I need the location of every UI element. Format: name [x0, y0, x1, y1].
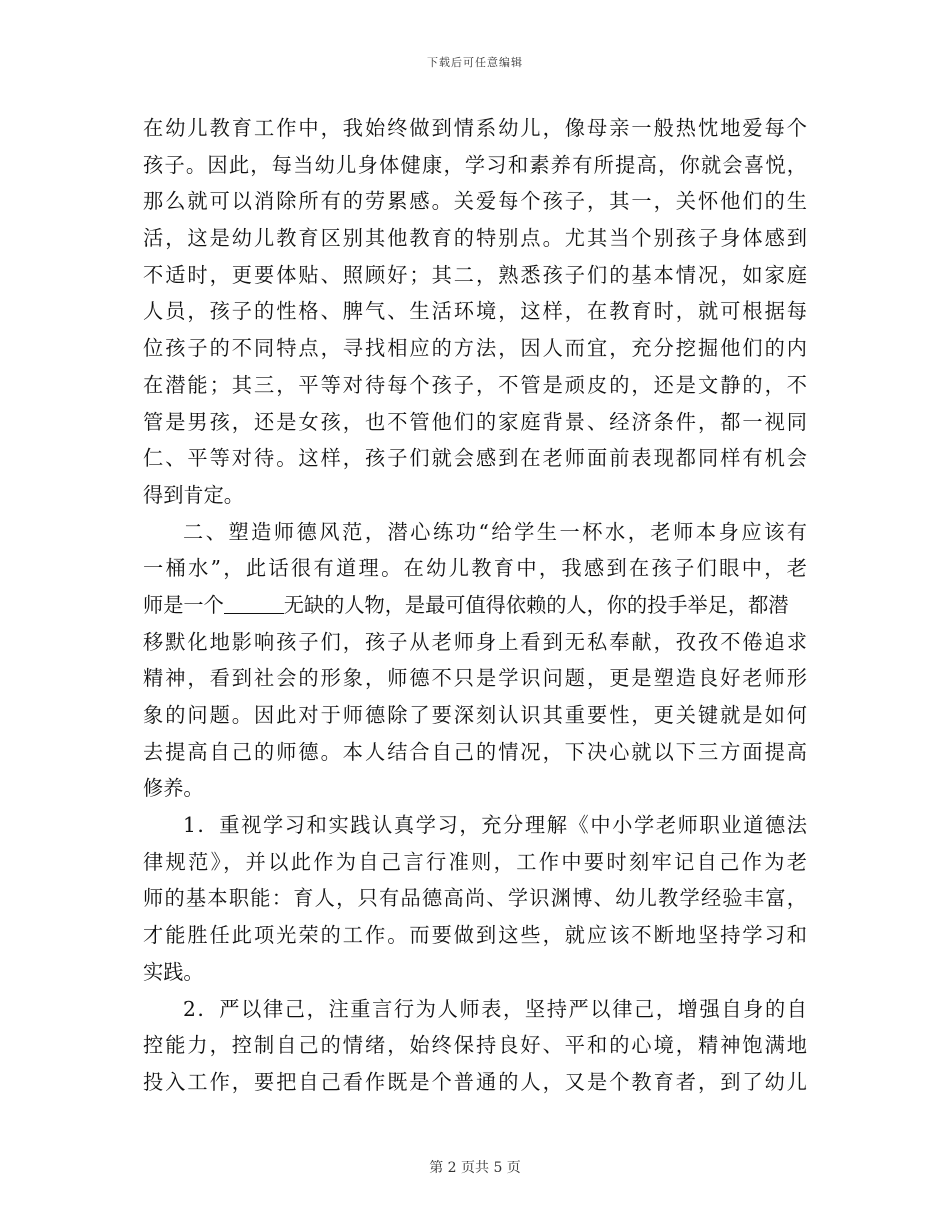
numbered-item-line: 2．严以律己，注重言行为人师表，坚持严以律己，增强自身的自: [183, 996, 807, 1021]
text-line: 孩子。因此，每当幼儿身体健康，学习和素养有所提高，你就会喜悦，: [143, 152, 807, 177]
text-line: 活，这是幼儿教育区别其他教育的特别点。尤其当个别孩子身体感到: [143, 226, 807, 251]
page-footer-number: 第 2 页共 5 页: [429, 1160, 521, 1176]
text-line: 那么就可以消除所有的劳累感。关爱每个孩子，其一，关怀他们的生: [143, 189, 807, 214]
text-line: 投入工作，要把自己看作既是个普通的人，又是个教育者，到了幼儿: [143, 1069, 807, 1094]
text-line: 控能力，控制自己的情绪，始终保持良好、平和的心境，精神饱满地: [143, 1033, 807, 1058]
text-line: 位孩子的不同特点，寻找相应的方法，因人而宜，充分挖掘他们的内: [143, 336, 807, 361]
document-body: [143, 110, 807, 1101]
text-line: 精神，看到社会的形象，师德不只是学识问题，更是塑造良好老师形: [143, 666, 807, 691]
text-line: 人员，孩子的性格、脾气、生活环境，这样，在教育时，就可根据每: [143, 299, 807, 324]
text-line: 才能胜任此项光荣的工作。而要做到这些，就应该不断地坚持学习和: [143, 923, 807, 948]
text-line: 去提高自己的师德。本人结合自己的情况，下决心就以下三方面提高: [143, 739, 807, 764]
text-line: 管是男孩，还是女孩，也不管他们的家庭背景、经济条件，都一视同: [143, 409, 807, 434]
text-line: 一桶水”，此话很有道理。在幼儿教育中，我感到在孩子们眼中，老: [143, 556, 807, 581]
text-line: 移默化地影响孩子们，孩子从老师身上看到无私奉献，孜孜不倦追求: [143, 629, 807, 654]
fill-in-blank: [224, 593, 284, 614]
text-line: 仁、平等对待。这样，孩子们就会感到在老师面前表现都同样有机会: [143, 446, 807, 471]
text-fragment: 无缺的人物，是最可值得依赖的人，你的投手举足，都潜: [283, 592, 789, 617]
text-line: 不适时，更要体贴、照顾好；其二，熟悉孩子们的基本情况，如家庭: [143, 262, 807, 287]
text-line: 实践。: [143, 959, 204, 984]
text-line: 象的问题。因此对于师德除了要深刻认识其重要性，更关键就是如何: [143, 703, 807, 727]
numbered-item-line: 1．重视学习和实践认真学习，充分理解《中小学老师职业道德法: [183, 813, 807, 838]
text-line-with-blank: [143, 587, 807, 624]
text-line: 在幼儿教育工作中，我始终做到情系幼儿，像母亲一般热忱地爱每个: [143, 116, 807, 140]
text-line: 律规范》，并以此作为自己言行准则，工作中要时刻牢记自己作为老: [143, 849, 807, 874]
text-line: 得到肯定。: [143, 482, 244, 507]
text-line: 修养。: [143, 776, 204, 801]
page-header-note: 下载后可任意编辑: [427, 56, 523, 69]
section-heading-line: 二、塑造师德风范，潜心练功“给学生一杯水，老师本身应该有: [183, 519, 807, 544]
text-line: 师的基本职能：育人，只有品德高尚、学识渊博、幼儿教学经验丰富，: [143, 886, 807, 911]
text-fragment: 师是一个: [143, 592, 224, 617]
text-line: 在潜能；其三，平等对待每个孩子，不管是顽皮的，还是文静的，不: [143, 372, 807, 397]
